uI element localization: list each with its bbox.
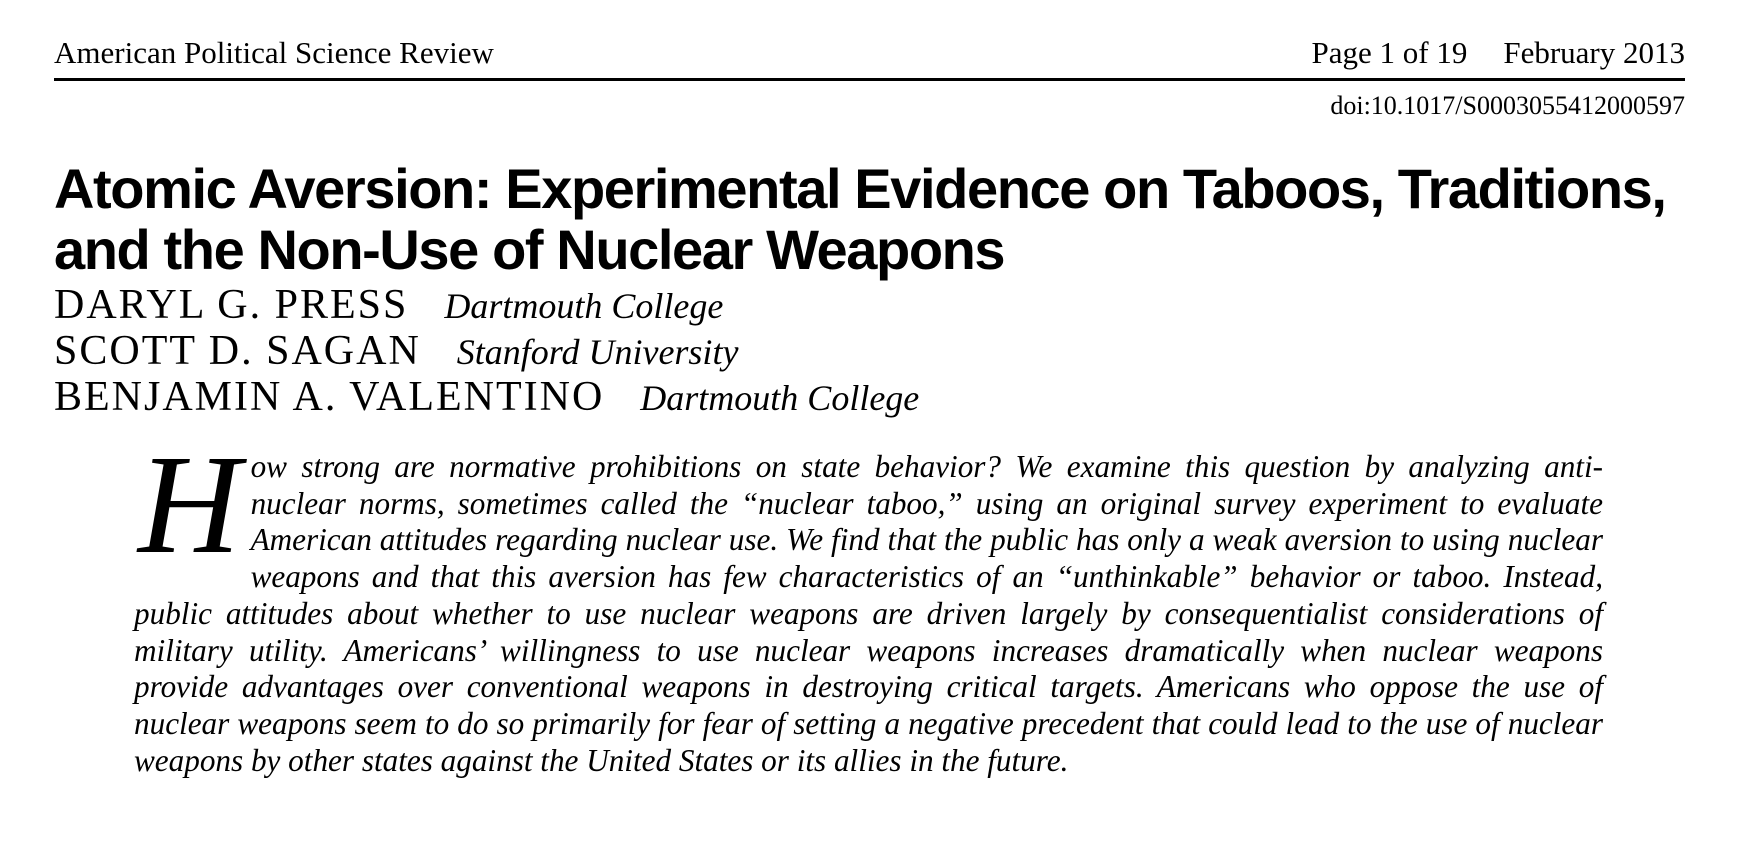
author-affiliation: Stanford University — [456, 332, 739, 372]
drop-cap: H — [138, 425, 241, 583]
author-name: DARYL G. PRESS — [54, 282, 409, 328]
doi: doi:10.1017/S0003055412000597 — [1330, 91, 1685, 120]
author-affiliation: Dartmouth College — [444, 286, 724, 326]
author-name: BENJAMIN A. VALENTINO — [54, 374, 605, 420]
running-head-right — [1312, 34, 1686, 72]
author-entry — [54, 374, 1685, 420]
running-head — [54, 34, 1685, 81]
page-number: Page 1 of 19 — [1311, 35, 1468, 70]
author-name: SCOTT D. SAGAN — [54, 328, 421, 374]
paper-page — [54, 0, 1685, 854]
issue-date: February 2013 — [1503, 35, 1685, 70]
abstract-text: ow strong are normative prohibitions on state behavior? We examine this question by analyzing anti-nuclear norms, sometimes called the “nuclear taboo,” using an original survey experiment to evaluate American attitudes regarding nuclear use. We find that the public has only a weak aversion to using nuclear weapons and that this aversion has few characteristics of an “unthinkable” behavior or taboo. Instead, public attitudes about whether to use nuclear weapons are driven largely by consequentialist considerations of military utility. Americans’ willingness to use nuclear weapons increases dramatically when nuclear weapons provide advantages over conventional weapons in destroying critical targets. Americans who oppose the use of nuclear weapons seem to do so primarily for fear of setting a negative precedent that could lead to the use of nuclear weapons by other states against the United States or its allies in the future. — [134, 449, 1603, 778]
journal-name: American Political Science Review — [54, 35, 494, 70]
author-list — [54, 282, 1685, 420]
author-entry — [54, 328, 1685, 374]
author-entry — [54, 282, 1685, 328]
paper-title: Atomic Aversion: Experimental Evidence on Taboos, Traditions, and the Non-Use of Nuclear Weapons — [54, 157, 1666, 281]
author-affiliation: Dartmouth College — [640, 378, 920, 418]
abstract — [134, 425, 1603, 779]
abstract-paragraph — [134, 425, 1603, 779]
